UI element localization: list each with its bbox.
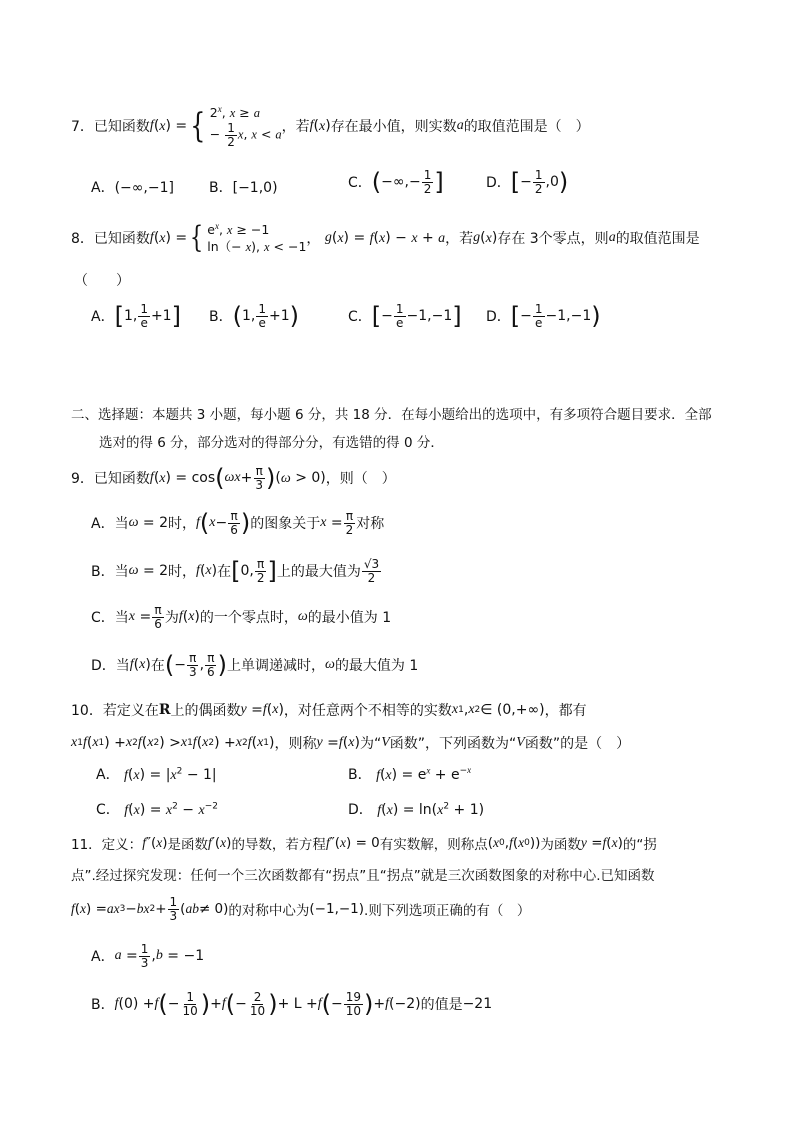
q7-piecewise: { 2$^x$, x ≥ a − $\frac{1}{2}$ x, x < a xyxy=(190,104,282,150)
section-2-instructions-line2: 选对的得 6 分，部分选对的得部分分，有选错的得 0 分． xyxy=(99,435,444,451)
q11-option-b[interactable]: B． f (0) + f ( − $\frac{1}{10}$ ) + f ( − $\frac{2}{10}$ ) + L + f ( − $\frac{19}{10}$ ) + f (−2) 的值是 −21 xyxy=(91,989,493,1018)
q7-option-c[interactable]: C． ( −∞,− $\frac{1}{2}$ ] xyxy=(348,167,444,196)
q10-option-a[interactable]: A． $f(x) = |x^2 - 1|$ xyxy=(96,766,217,783)
question-8: 8．已知函数 f (x) = { $e^x$, x ≥ −1 ln（− x), x < −1 ， g (x) = f(x) − x + a ，若 g (x) 存在 3个零点，则 a 的取值范围是 xyxy=(71,220,700,255)
q7-fx: f xyxy=(149,118,154,133)
q7-option-b[interactable]: B．[−1,0) xyxy=(209,180,278,196)
q10-option-b[interactable]: B． $f(x) = e^x + e^{-x}$ xyxy=(348,765,472,783)
q9-option-c[interactable]: C．当 x = $\frac{\pi}{6}$ 为 f ( x ) 的一个零点时， ω 的最小值为 1 xyxy=(91,602,392,631)
q10-option-c[interactable]: C． $f(x) = x^2 - x^{-2}$ xyxy=(96,801,218,818)
question-11-line3: f ( x ) = ax 3 − bx 2 + $\frac{1}{3}$ ( ab ≠ 0) 的对称中心为 (−1,−1) .则下列选项正确的有（ ） xyxy=(71,894,531,923)
q7-prefix: 7．已知函数 xyxy=(71,119,150,135)
q8-option-a[interactable]: A． [ 1, $\frac{1}{e}$ +1 ] xyxy=(91,301,181,330)
q8-answer-paren: （ ） xyxy=(74,273,130,289)
q7-option-d[interactable]: D． [ − $\frac{1}{2}$ ,0 ) xyxy=(486,167,569,196)
question-7: 7．已知函数 f (x) = { 2$^x$, x ≥ a − $\frac{1}{2}$ x, x < a ，若 f (x) 存在最小值，则实数 a 的取值范围是（ ） xyxy=(71,104,590,150)
q9-option-d[interactable]: D．当 f ( x ) 在 ( − $\frac{\pi}{3}$ , $\frac{\pi}{6}$ ) 上单调递减时， ω 的最大值为 1 xyxy=(91,650,419,679)
question-11: 11．定义： f ″( x ) 是函数 f ′( x ) 的导数，若方程 f ″( x ) = 0 有实数解，则称点 ( x 0 , f ( x 0 )) 为函数 y = f ( x ) 的“拐 xyxy=(71,835,657,853)
question-9: 9．已知函数 f (x) = cos ( ω x + $\frac{\pi}{3}$ ) (ω > 0) ，则（ ） xyxy=(71,463,396,492)
q7-suffix3: 的取值范围是（ ） xyxy=(463,119,590,135)
question-10: 10．若定义在 R 上的偶函数 y = f ( x ) ，对任意两个不相等的实数 x 1 , x 2 ∈ (0,+∞) ，都有 xyxy=(71,702,587,719)
q7-suffix: ，若 xyxy=(281,119,310,135)
q9-option-a[interactable]: A．当 ω = 2 时， f ( x − $\frac{\pi}{6}$ ) 的图象关于 x = $\frac{\pi}{2}$ 对称 xyxy=(91,508,385,537)
question-11-line2: 点”.经过探究发现：任何一个三次函数都有“拐点”且“拐点”就是三次函数图象的对称中心.已知函数 xyxy=(71,868,655,884)
q9-option-b[interactable]: B．当 ω = 2 时， f ( x ) 在 [ 0, $\frac{\pi}{2}$ ] 上的最大值为 $\frac{√3}{2}$ xyxy=(91,556,380,585)
question-10-line2: x 1 f ( x 1 ) + x 2 f ( x 2 ) > x 1 f ( x 2 ) + x 2 f ( x 1 ) ，则称 y = f ( x ) 为“ V 函数”，下列函数为“ V 函数”的是（ ） xyxy=(71,735,631,752)
section-2-instructions: 二、选择题：本题共 3 小题，每小题 6 分，共 18 分．在每小题给出的选项中，有多项符合题目要求．全部 xyxy=(71,407,712,423)
q8-option-b[interactable]: B． ( 1, $\frac{1}{e}$ +1 ) xyxy=(209,301,299,330)
q7-suffix2: 存在最小值，则实数 xyxy=(330,119,457,135)
q10-option-d[interactable]: D． $f(x) = \ln(x^2 + 1)$ xyxy=(348,801,485,818)
q8-option-d[interactable]: D． [ − $\frac{1}{e}$ −1,−1 ) xyxy=(486,301,601,330)
q11-option-a[interactable]: A． a = $\frac{1}{3}$ , b = −1 xyxy=(91,941,205,970)
q7-fx-arg: (x) = xyxy=(153,117,188,134)
q8-piecewise: { $e^x$, x ≥ −1 ln（− x), x < −1 xyxy=(190,220,307,255)
q8-option-c[interactable]: C． [ − $\frac{1}{e}$ −1,−1 ] xyxy=(348,301,462,330)
q7-option-a[interactable]: A．(−∞,−1] xyxy=(91,180,174,196)
